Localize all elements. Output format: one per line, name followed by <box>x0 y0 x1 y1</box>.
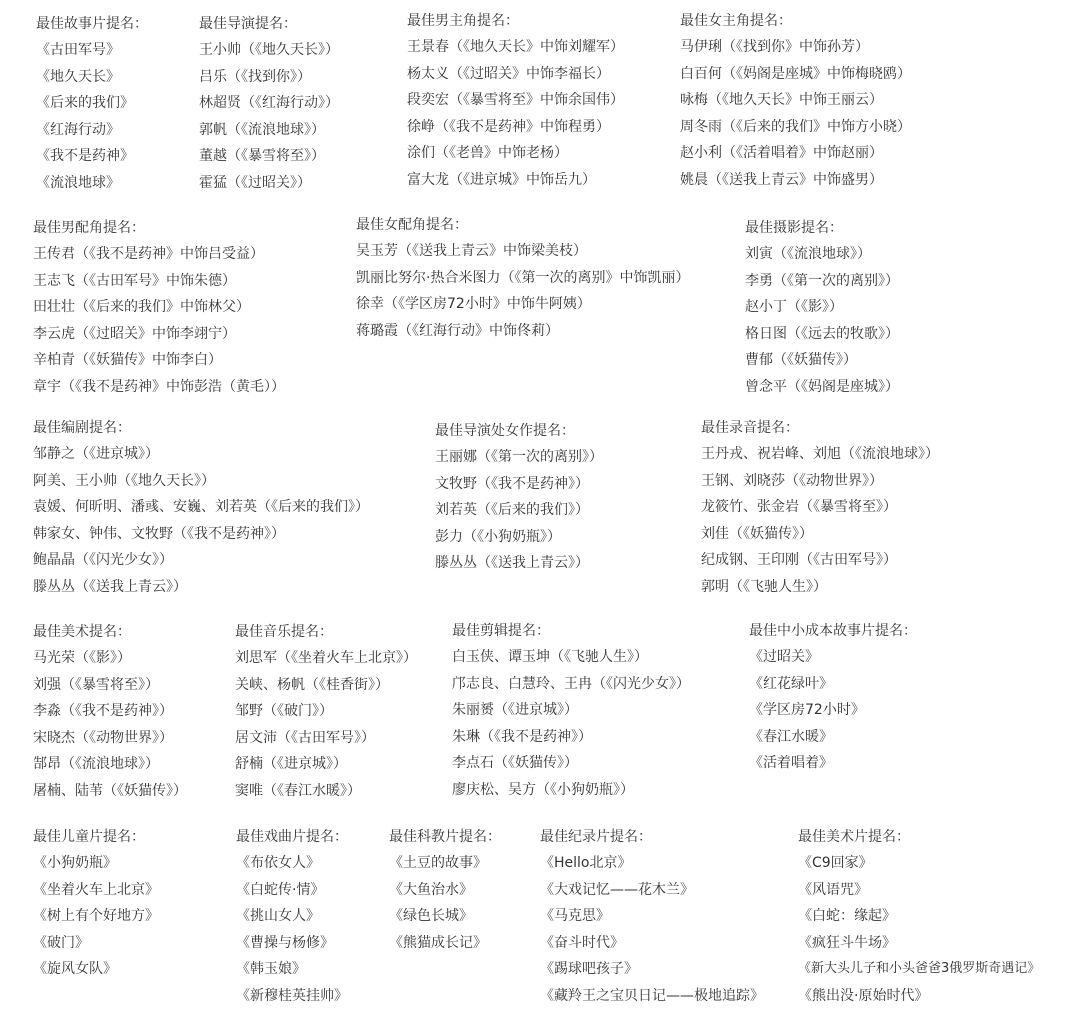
nominee: 白百何（《妈阁是座城》中饰梅晓鸥） <box>680 65 911 82</box>
category-title: 最佳导演提名： <box>199 16 297 32</box>
nominee: 《后来的我们》 <box>36 95 134 112</box>
category-story <box>36 14 148 197</box>
category-title: 最佳科教片提名： <box>389 829 501 845</box>
nominee: 《疯狂斗牛场》 <box>798 934 896 951</box>
nominee: 《大戏记忆——花木兰》 <box>540 881 694 898</box>
nominee: 纪成钢、王印刚（《古田军号》） <box>701 552 897 569</box>
category-actress <box>680 11 911 194</box>
nominee: 《破门》 <box>33 934 89 951</box>
category-supporting-actress <box>356 215 689 344</box>
nominee: 彭力（《小狗奶瓶》） <box>435 528 561 545</box>
nominee: 《新穆桂英挂帅》 <box>236 987 348 1004</box>
nominee: 关峡、杨帆（《桂香街》） <box>235 676 389 693</box>
nominee: 《红花绿叶》 <box>749 675 833 692</box>
nominee: 朱丽赟（《进京城》） <box>452 702 578 719</box>
nominee: 王传君（《我不是药神》中饰吕受益） <box>33 246 264 262</box>
nominee: 姚晨（《送我上青云》中饰盛男） <box>680 171 883 188</box>
nominee: 《Hello北京》 <box>540 855 632 871</box>
nominee: 徐幸（《学区房72小时》中饰牛阿姨） <box>356 296 591 313</box>
category-title: 最佳摄影提名： <box>745 220 843 236</box>
nominee: 涂们（《老兽》中饰老杨） <box>407 145 568 162</box>
nominee: 《C9回家》 <box>798 855 873 871</box>
nominee: 刘佳（《妖猫传》） <box>701 525 813 542</box>
nominee: 杨太义（《过昭关》中饰李福长） <box>407 65 610 82</box>
nominee: 曹郁（《妖猫传》） <box>745 352 857 369</box>
nominee: 郭明（《飞驰人生》） <box>701 578 827 595</box>
nominee: 《挑山女人》 <box>236 908 320 925</box>
nominee: 林超贤（《红海行动》） <box>199 95 339 112</box>
category-sound <box>701 418 939 601</box>
nominee: 《土豆的故事》 <box>389 855 487 871</box>
nominee: 阿美、王小帅（《地久天长》） <box>33 472 215 489</box>
nominee: 《大鱼治水》 <box>389 881 473 898</box>
nominee: 舒楠（《进京城》） <box>235 756 347 773</box>
nominee: 刘强（《暴雪将至》） <box>33 676 159 693</box>
nominee: 滕丛丛（《送我上青云》） <box>33 578 187 595</box>
nominee: 窦唯（《春江水暖》） <box>235 782 361 799</box>
nominee: 李淼（《我不是药神》） <box>33 703 173 720</box>
category-title: 最佳男配角提名： <box>33 220 145 236</box>
nominee: 吴玉芳（《送我上青云》中饰梁美枝） <box>356 243 587 259</box>
nominee: 屠楠、陆苇（《妖猫传》） <box>33 782 187 799</box>
nominee: 富大龙（《进京城》中饰岳九） <box>407 171 596 188</box>
category-low-budget <box>749 621 917 777</box>
nominee: 郭帆（《流浪地球》） <box>199 121 325 138</box>
nominee: 刘思军（《坐着火车上北京》） <box>235 650 417 666</box>
nominee: 《踢球吧孩子》 <box>540 961 638 978</box>
category-opera <box>236 827 348 1010</box>
nominee: 王钢、刘晓莎（《动物世界》） <box>701 472 883 489</box>
nominee: 《古田军号》 <box>36 42 120 58</box>
category-children <box>33 827 159 983</box>
nominee: 《活着唱着》 <box>749 755 833 772</box>
category-title: 最佳音乐提名： <box>235 624 333 640</box>
nominee: 《流浪地球》 <box>36 174 120 191</box>
category-art <box>33 622 187 805</box>
nominee: 凯丽比努尔·热合米图力（《第一次的离别》中饰凯丽） <box>356 269 690 286</box>
nominee: 咏梅（《地久天长》中饰王丽云） <box>680 92 883 109</box>
nominee: 《坐着火车上北京》 <box>33 881 159 898</box>
category-title: 最佳编剧提名： <box>33 420 131 436</box>
nominee: 《地久天长》 <box>36 68 120 85</box>
nominee: 《曹操与杨修》 <box>236 934 334 951</box>
nominee: 马光荣（《影》） <box>33 650 131 666</box>
category-title: 最佳故事片提名： <box>36 16 148 32</box>
category-documentary <box>540 827 764 1010</box>
nominee: 刘寅（《流浪地球》） <box>745 246 871 262</box>
nominee: 蒋璐霞（《红海行动》中饰佟莉） <box>356 322 559 339</box>
category-title: 最佳导演处女作提名： <box>435 423 575 439</box>
category-science <box>389 827 501 956</box>
nominee: 宋晓杰（《动物世界》） <box>33 729 173 746</box>
nominee: 韩家女、钟伟、文牧野（《我不是药神》） <box>33 525 285 542</box>
category-title: 最佳中小成本故事片提名： <box>749 623 917 639</box>
nominee: 《过昭关》 <box>749 649 819 665</box>
nominee: 廖庆松、吴方（《小狗奶瓶》） <box>452 781 634 798</box>
nominee: 王丽娜（《第一次的离别》） <box>435 449 603 465</box>
nominee: 董越（《暴雪将至》） <box>199 148 325 165</box>
category-screenplay <box>33 418 369 601</box>
nominee: 吕乐（《找到你》） <box>199 68 311 85</box>
nominee: 居文沛（《古田军号》） <box>235 729 375 746</box>
nominee: 龙筱竹、张金岩（《暴雪将至》） <box>701 499 897 516</box>
category-music <box>235 622 417 805</box>
nominee: 《新大头儿子和小头爸爸3俄罗斯奇遇记》 <box>798 961 1041 977</box>
nominee: 《白蛇传·情》 <box>236 881 325 898</box>
nominee: 朱琳（《我不是药神》） <box>452 728 592 745</box>
nominee: 文牧野（《我不是药神》） <box>435 475 589 492</box>
nominee: 赵小丁（《影》） <box>745 299 843 316</box>
nominee: 《韩玉娘》 <box>236 961 306 978</box>
nominee: 《奋斗时代》 <box>540 934 624 951</box>
category-title: 最佳男主角提名： <box>407 13 519 29</box>
nominee: 《我不是药神》 <box>36 148 134 165</box>
category-title: 最佳录音提名： <box>701 420 799 436</box>
category-title: 最佳女配角提名： <box>356 217 468 233</box>
nominee: 《小狗奶瓶》 <box>33 855 117 871</box>
nominee: 邹野（《破门》） <box>235 703 333 720</box>
category-director <box>199 14 339 197</box>
nominee: 滕丛丛（《送我上青云》） <box>435 555 589 572</box>
nominee: 白玉侠、谭玉坤（《飞驰人生》） <box>452 649 648 665</box>
category-supporting-actor <box>33 218 285 401</box>
category-title: 最佳美术提名： <box>33 624 131 640</box>
nominee: 周冬雨（《后来的我们》中饰方小晓） <box>680 118 911 135</box>
nominee: 邹静之（《进京城》） <box>33 446 159 462</box>
category-title: 最佳剪辑提名： <box>452 623 550 639</box>
nominee: 《白蛇：缘起》 <box>798 908 896 925</box>
nominee: 李勇（《第一次的离别》） <box>745 272 899 289</box>
nominee: 王景春（《地久天长》中饰刘耀军） <box>407 39 624 55</box>
nominee: 马伊琍（《找到你》中饰孙芳） <box>680 39 869 55</box>
nominee: 邝志良、白慧玲、王冉（《闪光少女》） <box>452 675 690 692</box>
nominee: 袁媛、何昕明、潘彧、安巍、刘若英（《后来的我们》） <box>33 499 369 516</box>
nominee: 《风语咒》 <box>798 881 868 898</box>
nominee: 鲍晶晶（《闪光少女》） <box>33 552 173 569</box>
category-cinematography <box>745 218 899 401</box>
nominee: 王丹戎、祝岩峰、刘旭（《流浪地球》） <box>701 446 939 462</box>
nominee: 徐峥（《我不是药神》中饰程勇） <box>407 118 610 135</box>
nominee: 郜昂（《流浪地球》） <box>33 756 159 773</box>
nominee: 李云虎（《过昭关》中饰李翊宁） <box>33 325 236 342</box>
nominee: 《熊猫成长记》 <box>389 934 487 951</box>
nominee: 章宇（《我不是药神》中饰彭浩（黄毛）） <box>33 378 285 395</box>
nominee: 《树上有个好地方》 <box>33 908 159 925</box>
category-actor <box>407 11 624 194</box>
nominee: 《春江水暖》 <box>749 728 833 745</box>
nominee: 田壮壮（《后来的我们》中饰林父） <box>33 299 250 316</box>
category-title: 最佳女主角提名： <box>680 13 792 29</box>
nominee: 曾念平（《妈阁是座城》） <box>745 378 899 395</box>
nominee: 赵小利（《活着唱着》中饰赵丽） <box>680 145 883 162</box>
nominee: 霍猛（《过昭关》） <box>199 174 311 191</box>
category-title: 最佳美术片提名： <box>798 829 910 845</box>
nominee: 辛柏青（《妖猫传》中饰李白） <box>33 352 222 369</box>
nominee: 《旋风女队》 <box>33 961 117 978</box>
nominee: 《学区房72小时》 <box>749 702 865 719</box>
nominee: 《绿色长城》 <box>389 908 473 925</box>
nominee: 《熊出没·原始时代》 <box>798 987 929 1004</box>
nominee: 王志飞（《古田军号》中饰朱德） <box>33 272 236 289</box>
category-title: 最佳戏曲片提名： <box>236 829 348 845</box>
nominee: 《藏羚王之宝贝日记——极地追踪》 <box>540 987 764 1004</box>
category-title: 最佳儿童片提名： <box>33 829 145 845</box>
category-animation <box>798 827 1040 1010</box>
nominee: 王小帅（《地久天长》） <box>199 42 339 58</box>
category-debut-director <box>435 421 603 577</box>
nominee: 《红海行动》 <box>36 121 120 138</box>
nominee: 格日图（《远去的牧歌》） <box>745 325 899 342</box>
nominee: 段奕宏（《暴雪将至》中饰余国伟） <box>407 92 624 109</box>
nominee: 《马克思》 <box>540 908 610 925</box>
nominee: 李点石（《妖猫传》） <box>452 755 578 772</box>
category-editing <box>452 621 690 804</box>
category-title: 最佳纪录片提名： <box>540 829 652 845</box>
nominee: 刘若英（《后来的我们》） <box>435 502 589 519</box>
nominee: 《布依女人》 <box>236 855 320 871</box>
